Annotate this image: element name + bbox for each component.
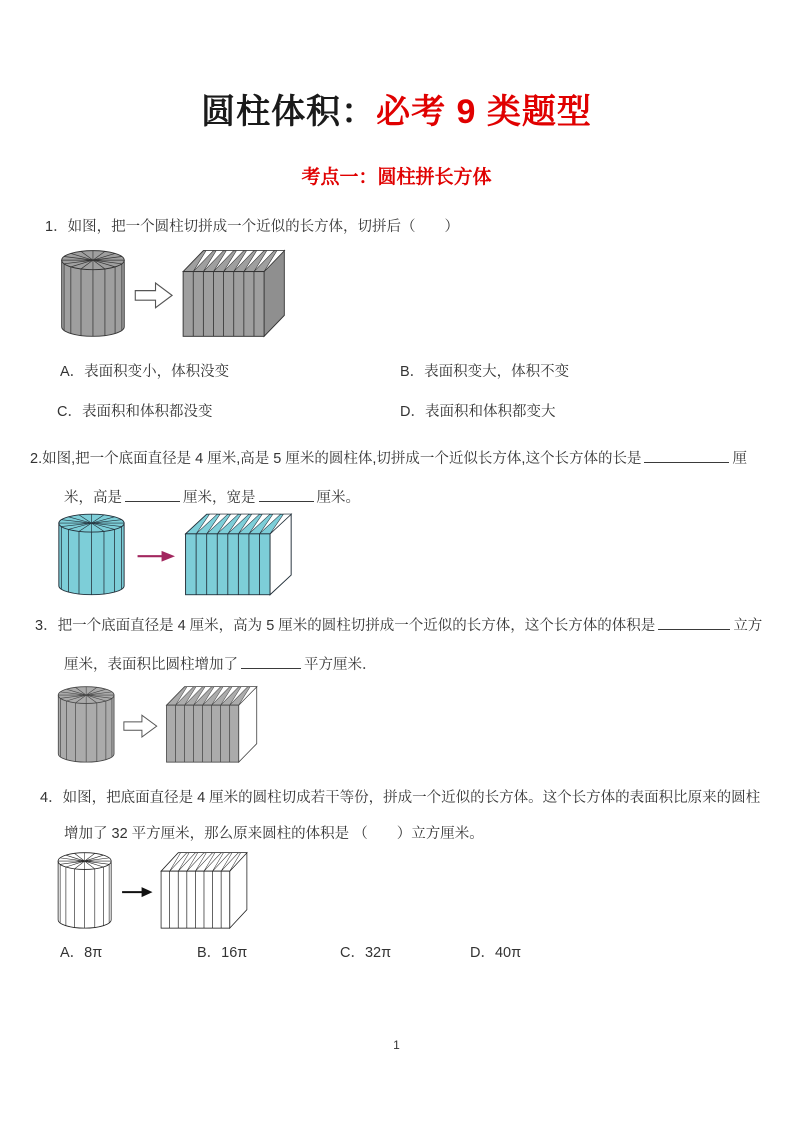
q1-option-b: B．表面积变大，体积不变 bbox=[400, 364, 570, 380]
q2-blank-length bbox=[644, 449, 729, 463]
figure-q3-cylinder-to-prism bbox=[55, 680, 260, 768]
q3-blank-volume bbox=[658, 616, 730, 630]
question-4-line-2: 增加了 32 平方厘米，那么原来圆柱的体积是 （ ）立方厘米。 bbox=[64, 826, 484, 842]
q4-option-b: B．16π bbox=[197, 945, 248, 961]
question-4-line-1: 4．如图，把底面直径是 4 厘米的圆柱切成若干等份，拼成一个近似的长方体。这个长方体的表面积比原来的圆柱 bbox=[40, 790, 761, 806]
page-title-prefix: 圆柱体积： bbox=[201, 93, 377, 131]
q2-blank-height bbox=[125, 488, 180, 502]
q2-line2-seg2: 厘米，宽是 bbox=[183, 490, 256, 506]
q1-option-c: C．表面积和体积都没变 bbox=[57, 404, 213, 420]
question-2-line-1 bbox=[30, 447, 747, 468]
figure-q1-cylinder-to-prism bbox=[58, 243, 288, 343]
q2-line2-seg1: 米，高是 bbox=[64, 490, 122, 506]
q3-line1-after-blank: 立方 bbox=[733, 618, 763, 634]
page-title bbox=[0, 84, 793, 133]
question-3-line-2 bbox=[64, 653, 377, 674]
question-1-text: 1．如图，把一个圆柱切拼成一个近似的长方体，切拼后（ ） bbox=[45, 219, 460, 235]
question-2-line-2 bbox=[64, 486, 360, 507]
q3-blank-surface-area bbox=[241, 655, 301, 669]
q2-line1-after-blank: 厘 bbox=[732, 451, 747, 467]
q3-line1-text: 3．把一个底面直径是 4 厘米，高为 5 厘米的圆柱切拼成一个近似的长方体，这个长方体的体积是 bbox=[35, 618, 656, 634]
q2-line1-text: 2.如图,把一个底面直径是 4 厘米,高是 5 厘米的圆柱体,切拼成一个近似长方体,这个长方体的长是 bbox=[30, 451, 642, 467]
figure-q2-cylinder-to-prism bbox=[55, 507, 295, 601]
page-title-highlight: 必考 9 类题型 bbox=[376, 93, 592, 131]
q1-option-d: D．表面积和体积都变大 bbox=[400, 404, 556, 420]
q4-option-c: C．32π bbox=[340, 945, 392, 961]
section-heading: 考点一：圆柱拼长方体 bbox=[301, 167, 492, 188]
page-number: 1 bbox=[393, 1038, 400, 1052]
figure-q4-cylinder-to-prism bbox=[55, 846, 250, 934]
q3-line2-seg2: 平方厘米． bbox=[304, 657, 377, 673]
q4-option-d: D．40π bbox=[470, 945, 522, 961]
q3-line2-seg1: 厘米，表面积比圆柱增加了 bbox=[64, 657, 238, 673]
q4-option-a: A．8π bbox=[60, 945, 103, 961]
question-3-line-1 bbox=[35, 614, 762, 635]
q2-line2-seg3: 厘米。 bbox=[316, 490, 360, 506]
q1-option-a: A．表面积变小，体积没变 bbox=[60, 364, 230, 380]
q2-blank-width bbox=[259, 488, 314, 502]
